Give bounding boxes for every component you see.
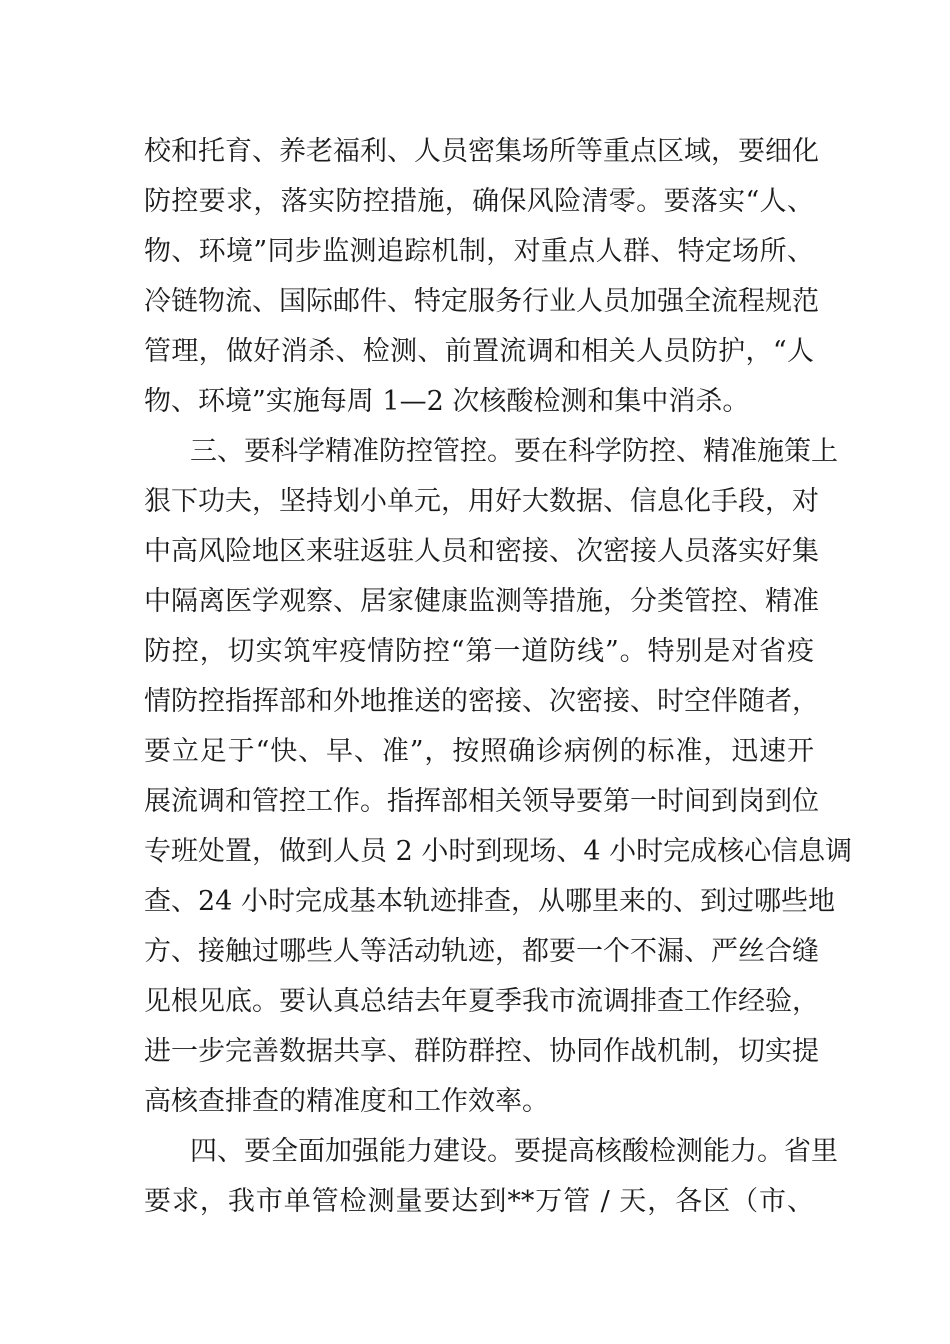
text-line: 情防控指挥部和外地推送的密接、次密接、时空伴随者， — [144, 686, 819, 717]
text-line: 查、24 小时完成基本轨迹排查，从哪里来的、到过哪些地 — [144, 886, 835, 917]
text-line: 专班处置，做到人员 2 小时到现场、4 小时完成核心信息调 — [144, 836, 853, 867]
text-line: 管理，做好消杀、检测、前置流调和相关人员防护，“人 — [144, 336, 814, 367]
text-line: 方、接触过哪些人等活动轨迹，都要一个不漏、严丝合缝 — [144, 936, 819, 967]
text-line: 高核查排查的精准度和工作效率。 — [144, 1086, 549, 1117]
paragraph-heading-line: 三、要科学精准防控管控。要在科学防控、精准施策上 — [190, 436, 838, 467]
text-line: 物、环境”实施每周 1—2 次核酸检测和集中消杀。 — [144, 386, 750, 417]
text-line: 校和托育、养老福利、人员密集场所等重点区域，要细化 — [144, 136, 819, 167]
text-line: 防控要求，落实防控措施，确保风险清零。要落实“人、 — [144, 186, 814, 217]
text-line: 进一步完善数据共享、群防群控、协同作战机制，切实提 — [144, 1036, 819, 1067]
text-line: 展流调和管控工作。指挥部相关领导要第一时间到岗到位 — [144, 786, 819, 817]
text-line: 防控，切实筑牢疫情防控“第一道防线”。特别是对省疫 — [144, 636, 814, 667]
text-line: 物、环境”同步监测追踪机制，对重点人群、特定场所、 — [144, 236, 814, 267]
text-line: 狠下功夫，坚持划小单元，用好大数据、信息化手段，对 — [144, 486, 819, 517]
text-line: 见根见底。要认真总结去年夏季我市流调排查工作经验， — [144, 986, 819, 1017]
text-line: 中隔离医学观察、居家健康监测等措施，分类管控、精准 — [144, 586, 819, 617]
text-line: 冷链物流、国际邮件、特定服务行业人员加强全流程规范 — [144, 286, 819, 317]
paragraph-heading-line: 四、要全面加强能力建设。要提高核酸检测能力。省里 — [190, 1136, 838, 1167]
text-line: 要立足于“快、早、准”，按照确诊病例的标准，迅速开 — [144, 736, 814, 767]
text-line: 要求，我市单管检测量要达到**万管 / 天，各区（市、 — [144, 1186, 814, 1217]
text-line: 中高风险地区来驻返驻人员和密接、次密接人员落实好集 — [144, 536, 819, 567]
